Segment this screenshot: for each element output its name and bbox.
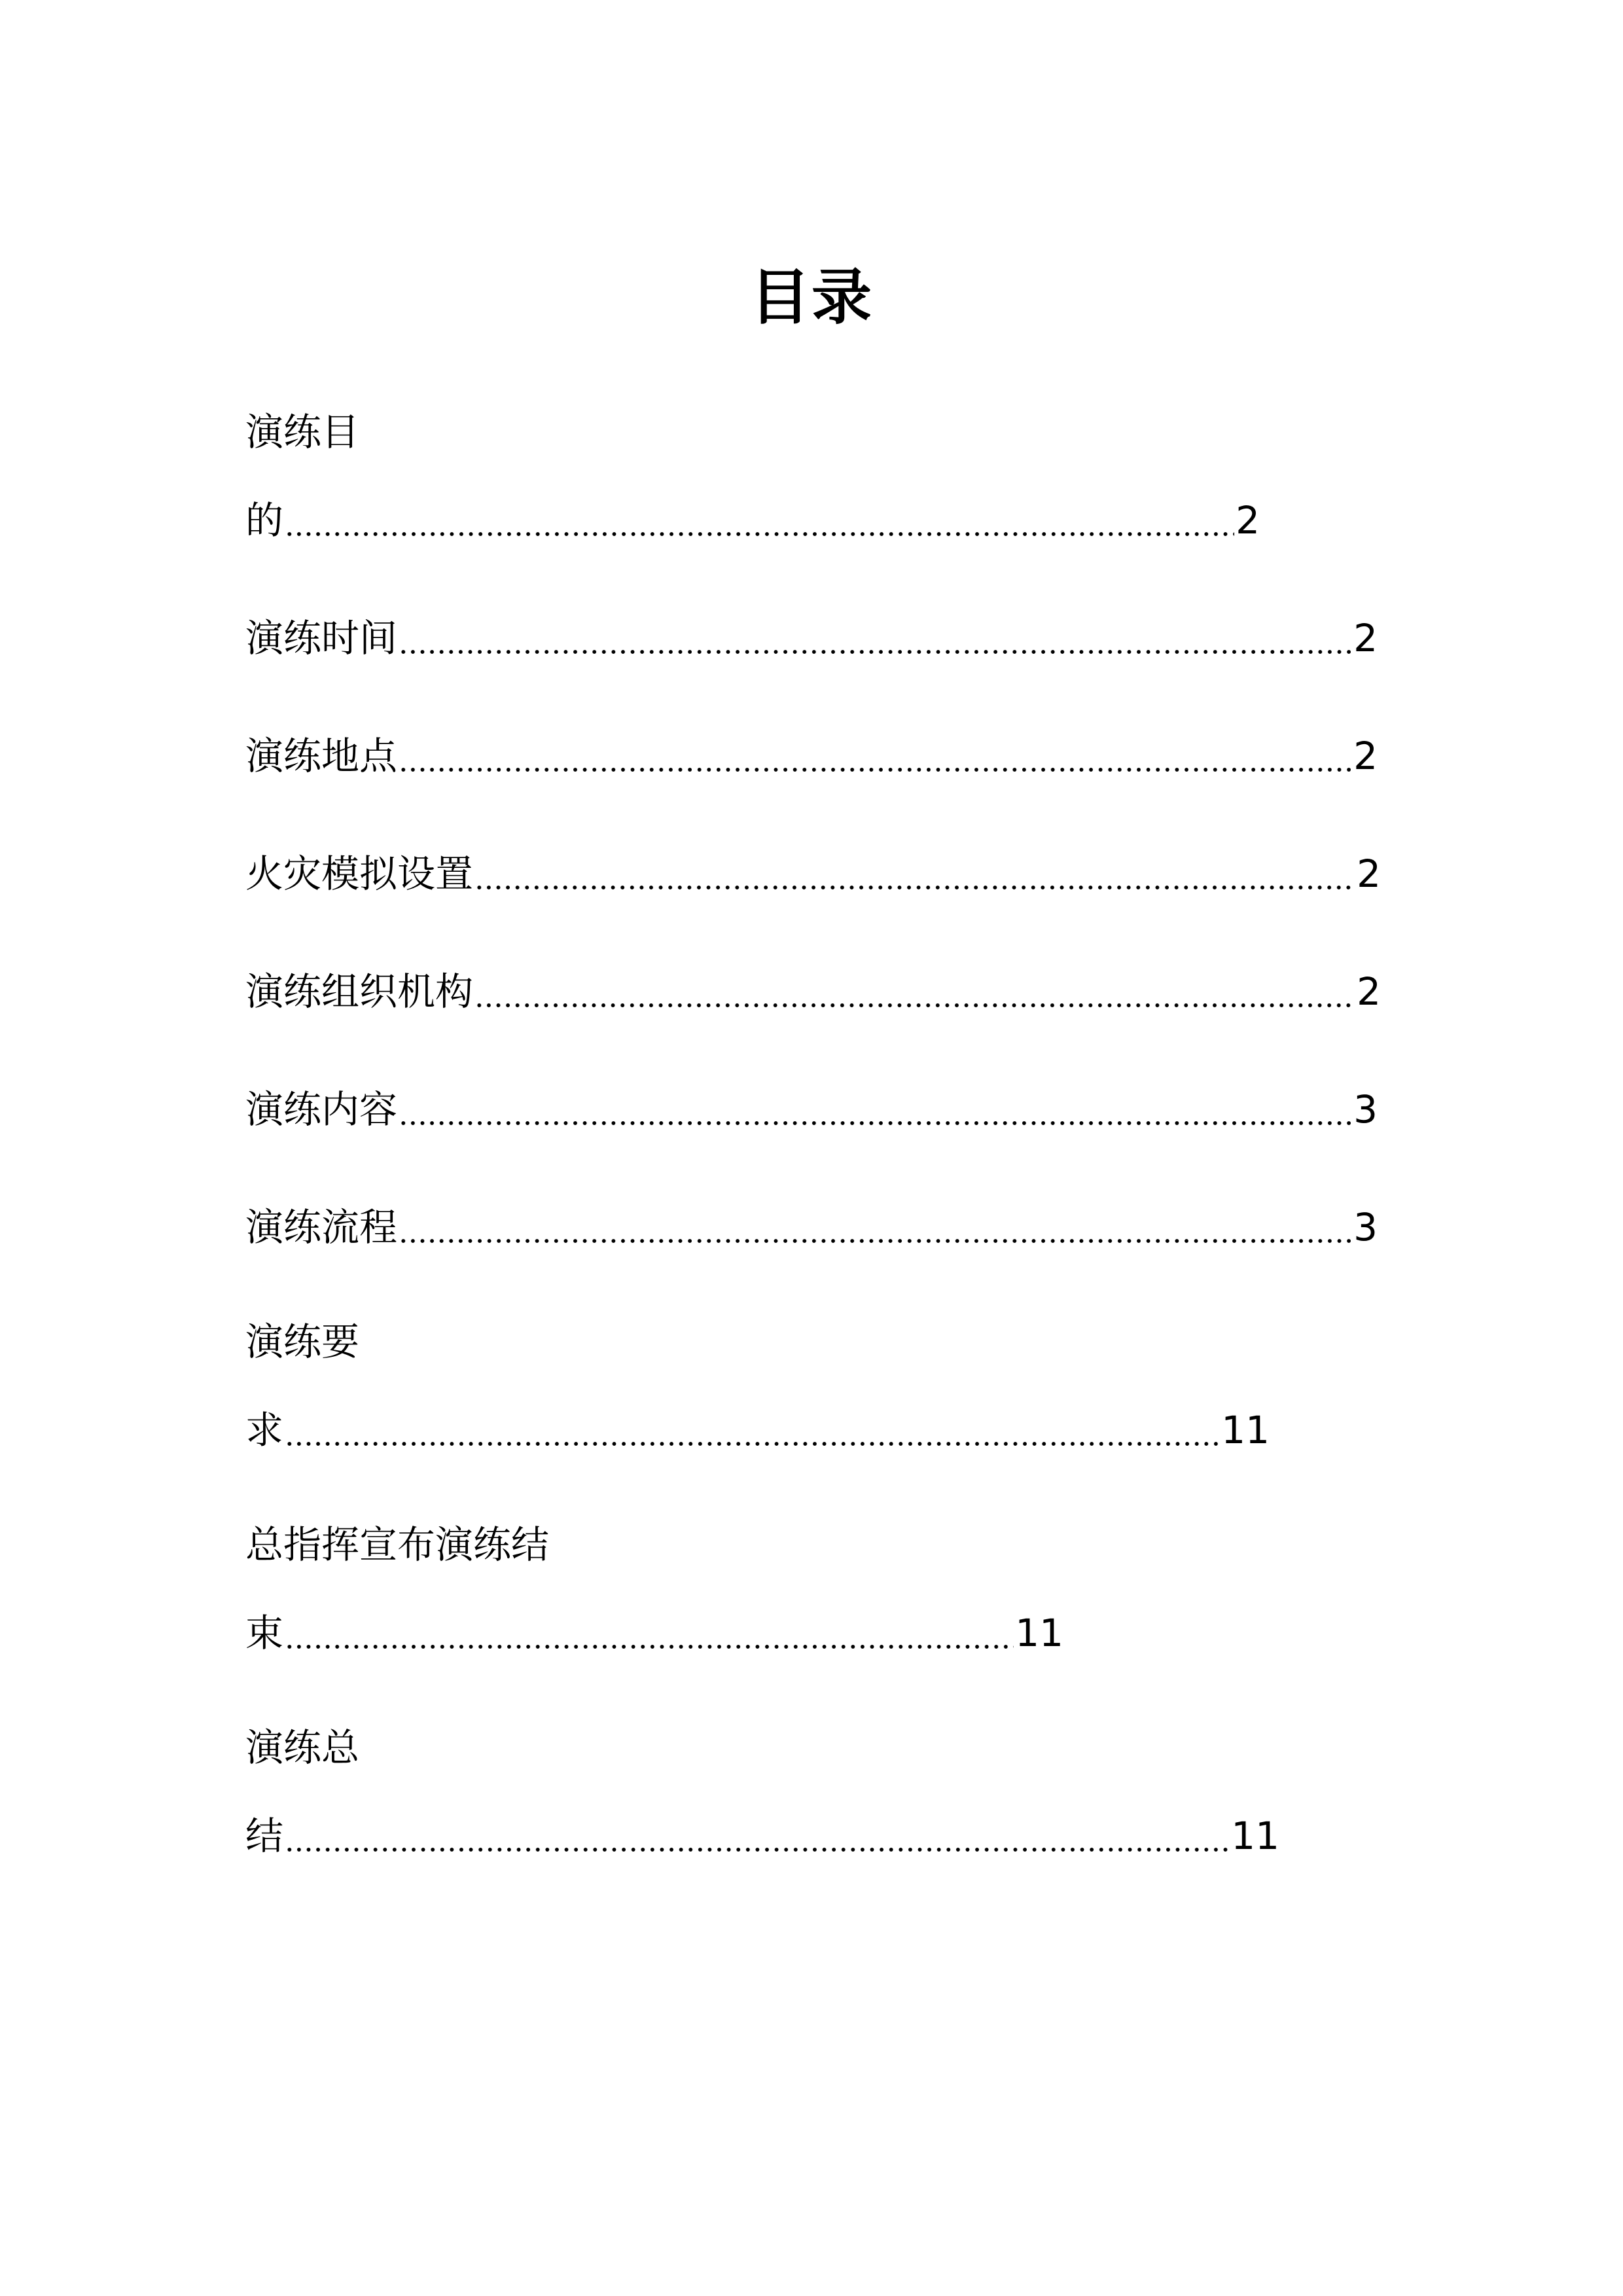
toc-entry-label: 束 [245,1611,284,1655]
toc-page-number: 2 [1353,734,1378,778]
toc-entry[interactable] [245,848,1381,900]
dot-leader [399,612,1352,664]
dot-leader [285,1404,1220,1456]
dot-leader [285,1810,1230,1862]
toc-entry-label: 火灾模拟设置 [245,852,474,896]
dot-leader [399,730,1352,782]
toc-page-number: 3 [1353,1205,1378,1249]
toc-page-number: 2 [1357,852,1381,896]
toc-entry-label: 演练内容 [245,1087,398,1132]
toc-entry[interactable] [245,1201,1378,1253]
toc-page-number: 2 [1353,616,1378,660]
toc-entry[interactable] [245,612,1378,664]
toc-entry[interactable] [245,1083,1378,1136]
toc-page-number: 2 [1357,969,1381,1014]
toc-entry[interactable] [245,1810,1279,1862]
dot-leader [285,1607,1014,1659]
toc-entry-label: 演练时间 [245,616,398,660]
toc-entry-label: 求 [245,1408,284,1452]
toc-entry-first-line: 总指挥宣布演练结 [245,1522,550,1567]
dot-leader [474,965,1355,1018]
toc-entry-label: 演练流程 [245,1205,398,1249]
toc-entry-label: 演练地点 [245,734,398,778]
toc-entry[interactable] [245,494,1260,547]
toc-entry[interactable] [245,1404,1270,1456]
toc-entry-first-line: 演练总 [245,1725,360,1770]
toc-page-number: 11 [1015,1611,1063,1655]
toc-entry-first-line: 演练目 [245,410,360,454]
toc-page-number: 2 [1236,498,1260,543]
dot-leader [399,1201,1352,1253]
toc-entry[interactable] [245,730,1378,782]
toc-page-number: 11 [1221,1408,1270,1452]
dot-leader [285,494,1234,547]
dot-leader [474,848,1355,900]
toc-title: 目录 [749,262,873,332]
toc-entry-first-line: 演练要 [245,1319,360,1364]
toc-entry-label: 结 [245,1814,284,1858]
toc-entry[interactable] [245,965,1381,1018]
toc-entry-label: 的 [245,498,284,543]
toc-entry[interactable] [245,1607,1063,1659]
toc-entry-label: 演练组织机构 [245,969,474,1014]
toc-page-number: 11 [1231,1814,1279,1858]
dot-leader [399,1083,1352,1136]
toc-page-number: 3 [1353,1087,1378,1132]
